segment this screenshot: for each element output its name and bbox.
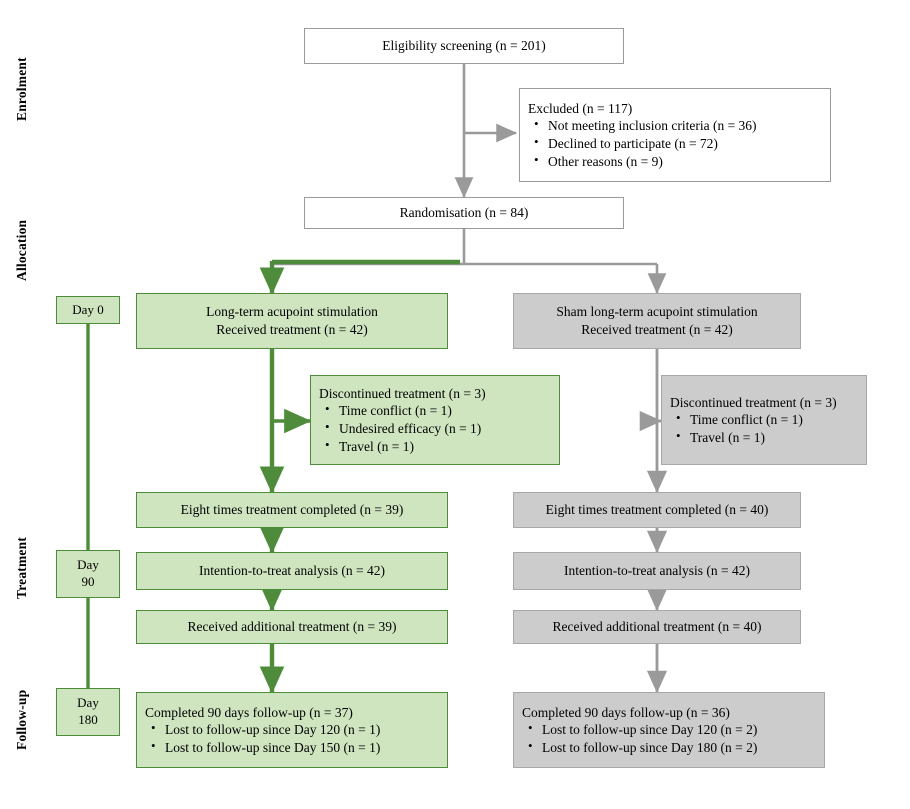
node-intervention-discontinued-item-3: • Travel (n = 1): [319, 438, 551, 456]
node-intervention-itt: [136, 552, 448, 590]
node-excluded-title: Excluded (n = 117): [528, 100, 633, 116]
day-marker-180-line2: 180: [78, 712, 98, 727]
node-eligibility-screening: [304, 28, 624, 64]
node-intervention-allocation-line2: Received treatment (n = 42): [216, 322, 368, 337]
day-marker-0: [56, 296, 120, 324]
node-intervention-allocation: [136, 293, 448, 349]
day-marker-90: [56, 550, 120, 598]
node-excluded-item-3: • Other reasons (n = 9): [528, 153, 822, 171]
node-control-allocation-line2: Received treatment (n = 42): [581, 322, 733, 337]
node-control-allocation: [513, 293, 801, 349]
node-control-followup-item-2: • Lost to follow-up since Day 180 (n = 2): [522, 739, 816, 757]
node-intervention-additional: [136, 610, 448, 644]
node-eligibility-screening-text: Eligibility screening (n = 201): [382, 38, 546, 54]
node-intervention-allocation-line1: Long-term acupoint stimulation: [206, 304, 378, 320]
stage-label-allocation: Allocation: [14, 219, 29, 282]
node-excluded-item-1: • Not meeting inclusion criteria (n = 36): [528, 117, 822, 135]
node-intervention-itt-text: Intention-to-treat analysis (n = 42): [198, 563, 386, 579]
node-randomisation: [304, 197, 624, 229]
node-control-discontinued-list: [670, 411, 858, 446]
node-intervention-discontinued: [310, 375, 560, 465]
node-control-discontinued-title: Discontinued treatment (n = 3): [670, 394, 837, 410]
node-control-discontinued: [661, 375, 867, 465]
node-control-itt-text: Intention-to-treat analysis (n = 42): [563, 563, 751, 579]
day-marker-90-line2: 90: [81, 574, 95, 589]
node-intervention-eight-times-text: Eight times treatment completed (n = 39): [180, 502, 404, 518]
stage-label-treatment: Treatment: [14, 536, 29, 600]
node-intervention-followup-title: Completed 90 days follow-up (n = 37): [145, 704, 353, 720]
day-marker-180: [56, 688, 120, 736]
node-intervention-followup: [136, 692, 448, 768]
node-control-itt: [513, 552, 801, 590]
node-intervention-followup-list: [145, 721, 439, 756]
node-control-followup-title: Completed 90 days follow-up (n = 36): [522, 704, 730, 720]
node-control-eight-times-text: Eight times treatment completed (n = 40): [545, 502, 769, 518]
node-control-discontinued-item-1: • Time conflict (n = 1): [670, 411, 858, 429]
day-marker-0-line: Day 0: [72, 301, 104, 317]
node-intervention-discontinued-title: Discontinued treatment (n = 3): [319, 385, 486, 401]
day-marker-180-line1: Day: [77, 695, 99, 711]
node-control-followup-list: [522, 721, 816, 756]
stage-label-followup: Follow-up: [14, 689, 29, 751]
node-control-followup-item-1: • Lost to follow-up since Day 120 (n = 2): [522, 721, 816, 739]
node-control-additional-text: Received additional treatment (n = 40): [552, 619, 762, 635]
node-intervention-discontinued-list: [319, 402, 551, 455]
node-randomisation-text: Randomisation (n = 84): [399, 205, 529, 221]
node-intervention-followup-item-1: • Lost to follow-up since Day 120 (n = 1): [145, 721, 439, 739]
node-excluded-list: [528, 117, 822, 170]
node-intervention-discontinued-item-2: • Undesired efficacy (n = 1): [319, 420, 551, 438]
day-marker-90-line1: Day: [77, 557, 99, 573]
node-control-followup: [513, 692, 825, 768]
node-control-eight-times: [513, 492, 801, 528]
node-intervention-discontinued-item-1: • Time conflict (n = 1): [319, 402, 551, 420]
node-excluded: [519, 88, 831, 182]
stage-label-enrolment: Enrolment: [14, 57, 29, 121]
node-excluded-item-2: • Declined to participate (n = 72): [528, 135, 822, 153]
node-control-discontinued-item-2: • Travel (n = 1): [670, 429, 858, 447]
node-control-additional: [513, 610, 801, 644]
node-control-allocation-line1: Sham long-term acupoint stimulation: [556, 304, 758, 320]
node-intervention-additional-text: Received additional treatment (n = 39): [187, 619, 397, 635]
node-intervention-followup-item-2: • Lost to follow-up since Day 150 (n = 1): [145, 739, 439, 757]
node-intervention-eight-times: [136, 492, 448, 528]
